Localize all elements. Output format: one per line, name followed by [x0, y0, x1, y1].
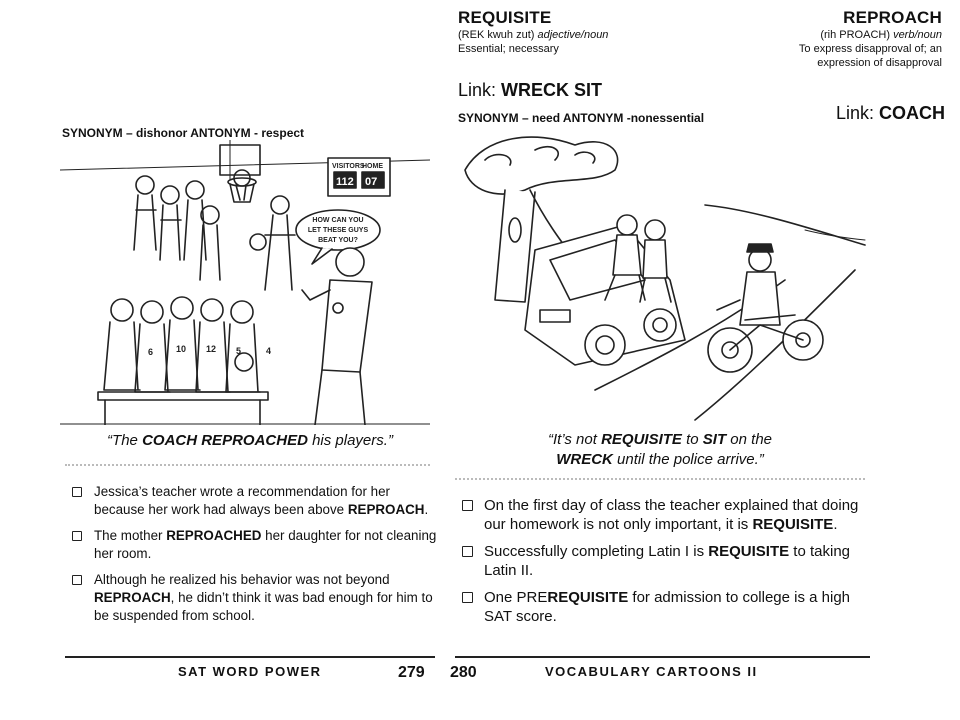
right-synonym-line: SYNONYM – need ANTONYM -nonessential: [458, 111, 705, 125]
speech-line-3: BEAT YOU?: [318, 237, 358, 244]
right-divider: [455, 478, 865, 480]
right-caption-line-1: [470, 430, 850, 450]
scoreboard-visitors-label: VISITORS: [332, 163, 365, 170]
speech-line-1: HOW CAN YOU: [312, 217, 364, 224]
list-item: [458, 496, 868, 534]
checkbox-bullet-icon: [72, 575, 82, 585]
right-footer-title: VOCABULARY CARTOONS II: [545, 664, 758, 679]
left-example-list: [68, 483, 438, 633]
checkbox-bullet-icon: [462, 592, 473, 603]
scoreboard-home-label: HOME: [362, 163, 383, 170]
bullet-text: On the first day of class the teacher explained that doing our homework is not only important, it is: [484, 497, 859, 533]
right-example-list: [458, 496, 868, 634]
jersey-number: 10: [176, 344, 187, 354]
jersey-number: 5: [236, 346, 242, 356]
bullet-bold: REQUISITE: [547, 589, 629, 606]
scoreboard-visitors-score: 112: [336, 176, 354, 188]
list-item: [68, 527, 438, 563]
bullet-text: to taking Latin II.: [484, 543, 851, 579]
right-cartoon-wreck: [455, 130, 870, 430]
right-link-label: Link:: [458, 80, 497, 100]
left-divider: [65, 464, 430, 466]
caption-bold: WRECK: [556, 451, 613, 468]
bullet-text: The mother: [94, 528, 167, 543]
list-item: [458, 542, 868, 580]
left-synonym-line: SYNONYM – dishonor ANTONYM - respect: [62, 126, 305, 140]
checkbox-bullet-icon: [462, 500, 473, 511]
scoreboard-home-score: 07: [365, 176, 378, 188]
left-cartoon-coach: [60, 140, 430, 425]
bullet-bold: REQUISITE: [752, 516, 834, 533]
bullet-bold: REPROACH: [94, 590, 171, 605]
left-link-label: Link:: [835, 103, 874, 123]
left-part-of-speech: verb/noun: [893, 29, 942, 41]
caption-text: until the police arrive.”: [612, 451, 764, 468]
left-caption: [60, 432, 440, 449]
left-definition-2: expression of disapproval: [817, 57, 942, 69]
right-caption-line-2: [470, 450, 850, 470]
left-link-line: [836, 103, 945, 124]
right-definition-1: Essential; necessary: [458, 43, 559, 55]
jersey-number: 4: [266, 346, 272, 356]
right-link-line: [458, 80, 602, 101]
left-pronunciation: (rih PROACH): [820, 29, 890, 41]
right-pronunciation: (REK kwuh zut): [458, 29, 535, 41]
list-item: [458, 588, 868, 626]
jersey-number: 6: [148, 347, 154, 357]
left-footer-title: SAT WORD POWER: [178, 664, 322, 679]
left-caption-pre: “The: [107, 432, 143, 449]
left-footer-rule: [65, 656, 435, 658]
caption-text: on the: [726, 431, 773, 448]
right-page-number: 280: [450, 664, 477, 681]
right-pronunciation-line: [458, 28, 758, 42]
list-item: [68, 483, 438, 519]
caption-text: to: [681, 431, 703, 448]
bullet-bold: REPROACH: [347, 502, 425, 517]
speech-line-2: LET THESE GUYS: [307, 227, 369, 234]
bullet-text: One PRE: [484, 589, 548, 606]
bullet-text: for admission to college is a high SAT score.: [484, 589, 851, 625]
caption-bold: SIT: [702, 431, 727, 448]
right-link-word: WRECK SIT: [501, 80, 603, 100]
right-footer-rule: [455, 656, 870, 658]
bullet-text: , he didn’t think it was bad enough for him to be suspended from school.: [94, 590, 433, 623]
left-definition-1: To express disapproval of; an: [798, 43, 942, 55]
left-link-word: COACH: [879, 103, 945, 123]
bullet-text: Successfully completing Latin I is: [484, 543, 709, 560]
caption-text: “It’s not: [547, 431, 602, 448]
right-caption: [470, 430, 850, 470]
right-part-of-speech: adjective/noun: [537, 29, 609, 41]
jersey-number: 12: [206, 344, 217, 354]
bullet-text: .: [424, 502, 429, 517]
bullet-text: .: [833, 516, 838, 533]
left-word-title: REPROACH: [843, 8, 942, 27]
checkbox-bullet-icon: [72, 531, 82, 541]
bullet-bold: REQUISITE: [708, 543, 790, 560]
checkbox-bullet-icon: [72, 487, 82, 497]
bullet-text: Although he realized his behavior was not beyond: [94, 572, 390, 587]
caption-bold: REQUISITE: [601, 431, 682, 448]
right-word-title: REQUISITE: [458, 8, 552, 27]
list-item: [68, 571, 438, 625]
left-page-number: 279: [398, 664, 425, 681]
left-caption-bold: COACH REPROACHED: [142, 432, 308, 449]
left-caption-post: his players.”: [307, 432, 393, 449]
bullet-bold: REPROACHED: [166, 528, 262, 543]
right-word-header: [458, 8, 758, 56]
bullet-text: her daughter for not cleaning her room.: [94, 528, 437, 561]
checkbox-bullet-icon: [462, 546, 473, 557]
bullet-text: Jessica’s teacher wrote a recommendation for her because her work had always been above: [94, 484, 390, 517]
